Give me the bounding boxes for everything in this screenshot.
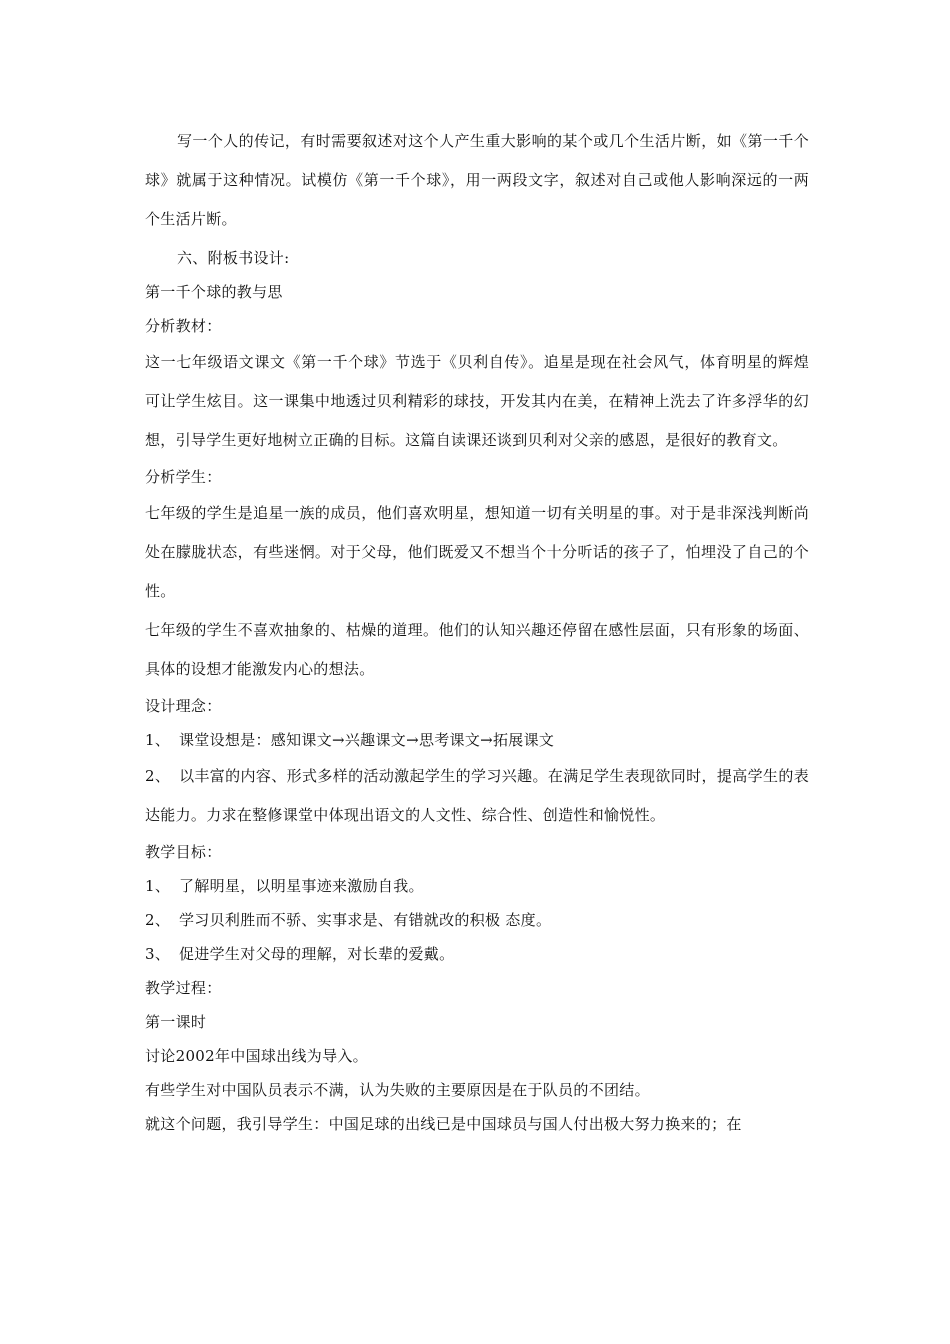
list-text: 课堂设想是：感知课文→兴趣课文→思考课文→拓展课文	[179, 731, 555, 749]
list-number: 2、	[145, 911, 171, 929]
list-text: 促进学生对父母的理解，对长辈的爱戴。	[179, 945, 455, 963]
paragraph-biography-exercise: 写一个人的传记，有时需要叙述对这个人产生重大影响的某个或几个生活片断，如《第一千个球》就属于这种情况。试模仿《第一千个球》，用一两段文字，叙述对自己或他人影响深远的一两个生活片断。	[145, 132, 809, 228]
list-number: 1、	[145, 877, 171, 895]
list-number: 3、	[145, 945, 171, 963]
paragraph-analyze-students-1: 七年级的学生是追星一族的成员，他们喜欢明星，想知道一切有关明星的事。对于是非深浅判断尚处在朦胧状态，有些迷惘。对于父母，他们既爱又不想当个十分听话的孩子了，怕埋没了自己的个性。	[145, 504, 809, 600]
heading-teaching-goals: 教学目标：	[145, 843, 222, 861]
list-text: 了解明星，以明星事迹来激励自我。	[179, 877, 424, 895]
heading-analyze-material: 分析教材：	[145, 317, 222, 335]
heading-teaching-process: 教学过程：	[145, 979, 222, 997]
list-item-concept-1	[145, 723, 809, 757]
list-text: 学习贝利胜而不骄、实事求是、有错就改的积极 态度。	[179, 911, 552, 929]
list-item-goal-2	[145, 903, 809, 937]
list-item-goal-3	[145, 937, 809, 971]
paragraph-discussion-intro: 讨论2002年中国球出线为导入。	[145, 1047, 368, 1065]
paragraph-teacher-guidance: 就这个问题，我引导学生：中国足球的出线已是中国球员与国人付出极大努力换来的；在	[145, 1115, 742, 1133]
list-text: 以丰富的内容、形式多样的活动激起学生的学习兴趣。在满足学生表现欲同时，提高学生的表达能力。力求在整修课堂中体现出语文的人文性、综合性、创造性和愉悦性。	[145, 767, 809, 824]
list-number: 1、	[145, 731, 171, 749]
heading-first-period: 第一课时	[145, 1013, 207, 1031]
heading-design-concept: 设计理念：	[145, 697, 222, 715]
list-item-goal-1	[145, 869, 809, 903]
list-number: 2、	[145, 767, 171, 785]
lesson-title: 第一千个球的教与思	[145, 283, 283, 301]
heading-analyze-students: 分析学生：	[145, 468, 222, 486]
paragraph-student-views: 有些学生对中国队员表示不满，认为失败的主要原因是在于队员的不团结。	[145, 1081, 650, 1099]
paragraph-analyze-students-2: 七年级的学生不喜欢抽象的、枯燥的道理。他们的认知兴趣还停留在感性层面，只有形象的场面、具体的设想才能激发内心的想法。	[145, 621, 809, 678]
section-heading-board-design: 六、附板书设计:	[177, 249, 290, 267]
document-body	[145, 122, 809, 1141]
paragraph-analyze-material: 这一七年级语文课文《第一千个球》节选于《贝利自传》。追星是现在社会风气，体育明星的辉煌可让学生炫目。这一课集中地透过贝利精彩的球技，开发其内在美，在精神上洗去了许多浮华的幻想，引导学生更好地树立正确的目标。这篇自读课还谈到贝利对父亲的感恩，是很好的教育文。	[145, 353, 809, 449]
list-item-concept-2	[145, 757, 809, 835]
